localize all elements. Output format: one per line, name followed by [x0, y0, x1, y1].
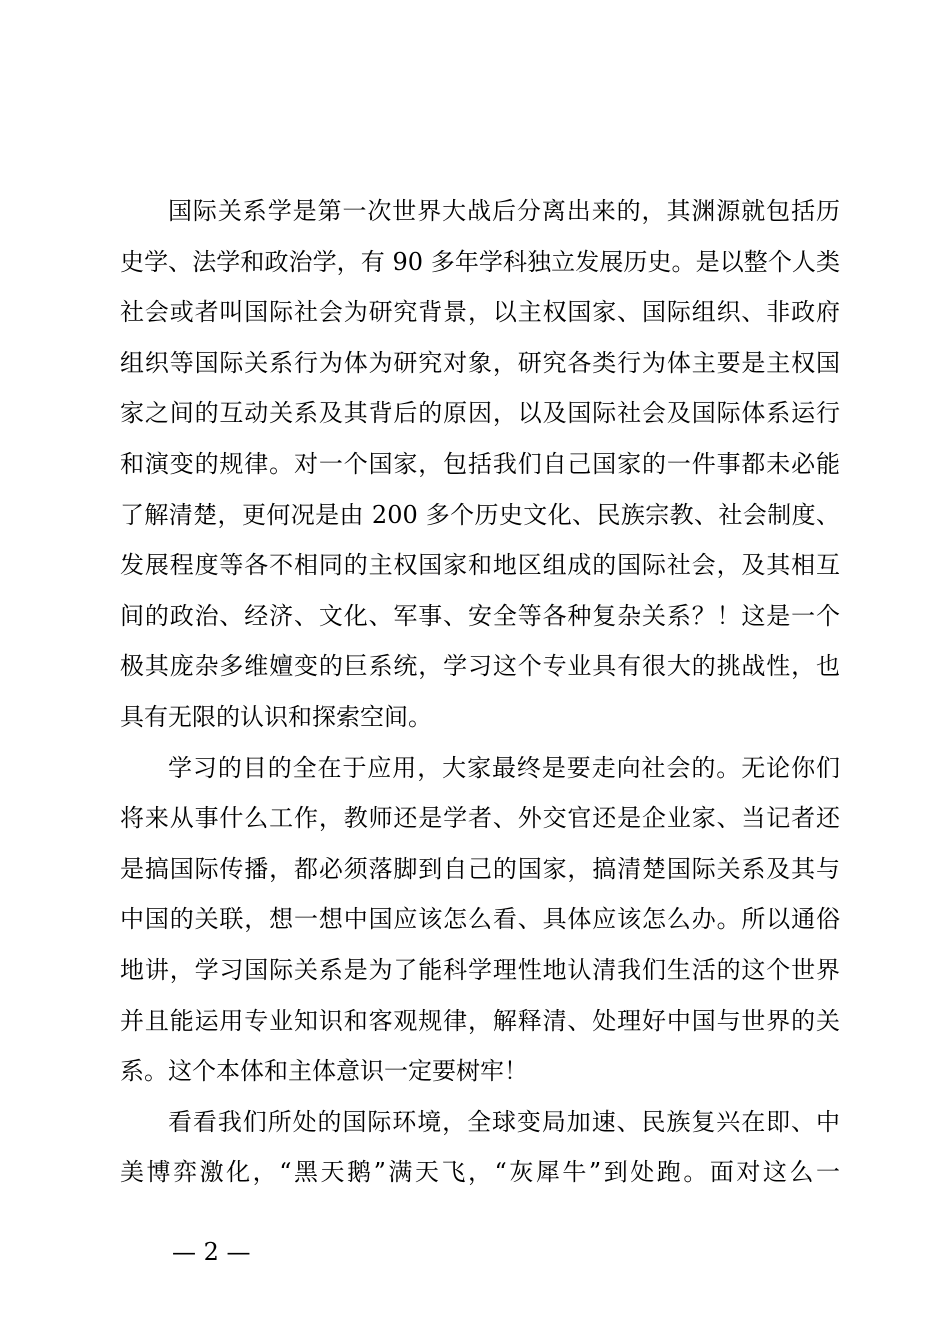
text-line: 史学、法学和政治学，有 90 多年学科独立发展历史。是以整个人类	[120, 247, 840, 276]
text-line: 国际关系学是第一次世界大战后分离出来的，其渊源就包括历	[168, 197, 840, 225]
text-line: 间的政治、经济、文化、军事、安全等各种复杂关系？！这是一个	[120, 601, 840, 630]
text-line: 了解清楚，更何况是由 200 多个历史文化、民族宗教、社会制度、	[120, 500, 840, 529]
text-line: 学习的目的全在于应用，大家最终是要走向社会的。无论你们	[168, 753, 840, 782]
text-line: 美博弈激化，“黑天鹅”满天飞，“灰犀牛”到处跑。面对这么一	[120, 1158, 840, 1187]
text-line: 地讲，学习国际关系是为了能科学理性地认清我们生活的这个世界	[120, 955, 840, 984]
text-line: 极其庞杂多维嬗变的巨系统，学习这个专业具有很大的挑战性，也	[120, 652, 840, 681]
text-line: 具有无限的认识和探索空间。	[120, 702, 432, 731]
text-line: 将来从事什么工作，教师还是学者、外交官还是企业家、当记者还	[120, 804, 840, 833]
text-line: 组织等国际关系行为体为研究对象，研究各类行为体主要是主权国	[120, 348, 840, 377]
paragraph	[120, 1097, 840, 1198]
body-text	[120, 186, 840, 1198]
text-line: 系。这个本体和主体意识一定要树牢！	[120, 1057, 528, 1086]
text-line: 并且能运用专业知识和客观规律，解释清、处理好中国与世界的关	[120, 1006, 840, 1035]
page-number: — 2 —	[172, 1238, 251, 1266]
text-line: 家之间的互动关系及其背后的原因，以及国际社会及国际体系运行	[120, 399, 840, 428]
text-line: 和演变的规律。对一个国家，包括我们自己国家的一件事都未必能	[120, 449, 840, 478]
text-line: 社会或者叫国际社会为研究背景，以主权国家、国际组织、非政府	[120, 298, 840, 327]
paragraph	[120, 743, 840, 1097]
text-line: 看看我们所处的国际环境，全球变局加速、民族复兴在即、中	[168, 1107, 840, 1136]
text-line: 发展程度等各不相同的主权国家和地区组成的国际社会，及其相互	[120, 551, 840, 580]
paragraph	[120, 186, 840, 743]
text-line: 中国的关联，想一想中国应该怎么看、具体应该怎么办。所以通俗	[120, 905, 840, 934]
text-line: 是搞国际传播，都必须落脚到自己的国家，搞清楚国际关系及其与	[120, 854, 840, 883]
